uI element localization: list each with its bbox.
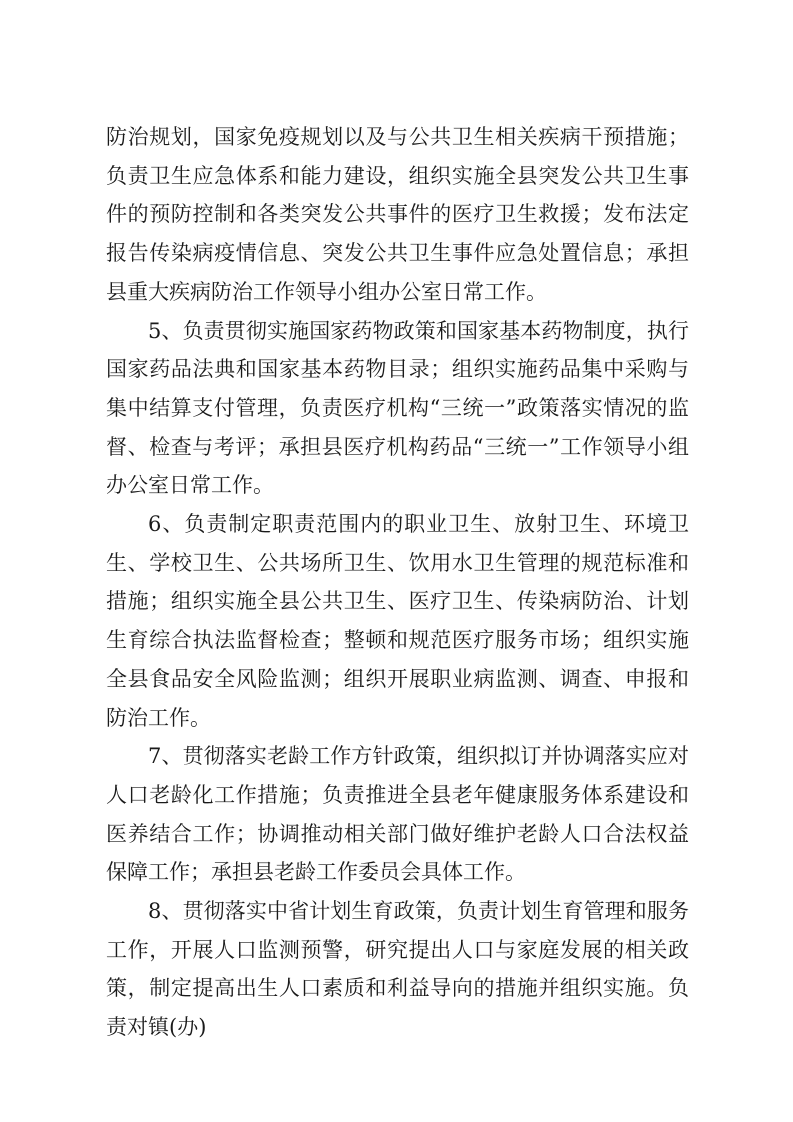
paragraph-item-7: 7、贯彻落实老龄工作方针政策，组织拟订并协调落实应对人口老龄化工作措施；负责推进全县老年健康服务体系建设和医养结合工作；协调推动相关部门做好维护老龄人口合法权益保障工作；承担县老龄工作委员会具体工作。: [106, 744, 689, 885]
document-body: [106, 118, 689, 1047]
paragraph-item-6: 6、负责制定职责范围内的职业卫生、放射卫生、环境卫生、学校卫生、公共场所卫生、饮用水卫生管理的规范标准和措施；组织实施全县公共卫生、医疗卫生、传染病防治、计划生育综合执法监督检查；整顿和规范医疗服务市场；组织实施全县食品安全风险监测；组织开展职业病监测、调查、申报和防治工作。: [106, 512, 689, 730]
paragraph-continuation: 防治规划，国家免疫规划以及与公共卫生相关疾病干预措施；负责卫生应急体系和能力建设，组织实施全县突发公共卫生事件的预防控制和各类突发公共事件的医疗卫生救援；发布法定报告传染病疫情信息、突发公共卫生事件应急处置信息；承担县重大疾病防治工作领导小组办公室日常工作。: [106, 125, 689, 304]
paragraph-item-8: 8、贯彻落实中省计划生育政策，负责计划生育管理和服务工作，开展人口监测预警，研究提出人口与家庭发展的相关政策，制定提高出生人口素质和利益导向的措施并组织实施。负责对镇(办): [106, 899, 689, 1040]
paragraph-item-5: 5、负责贯彻实施国家药物政策和国家基本药物制度，执行国家药品法典和国家基本药物目录；组织实施药品集中采购与集中结算支付管理，负责医疗机构“三统一”政策落实情况的监督、检查与考评；承担县医疗机构药品“三统一”工作领导小组办公室日常工作。: [106, 318, 689, 498]
